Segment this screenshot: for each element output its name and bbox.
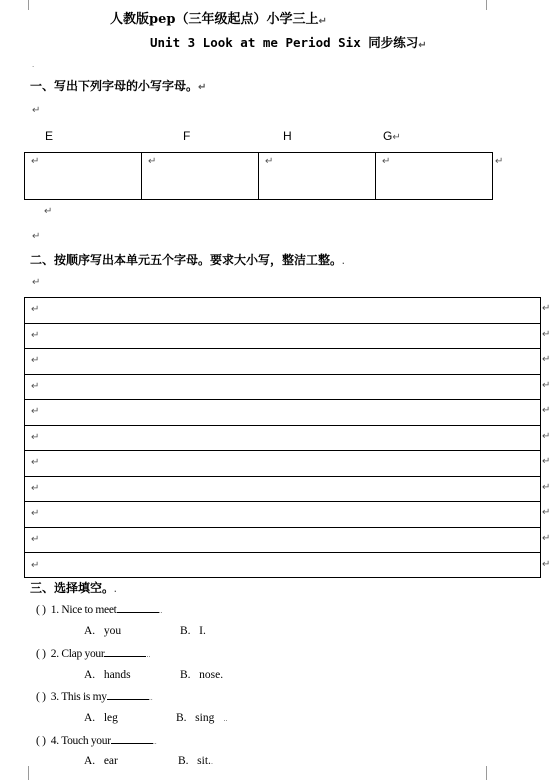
answer-cell-e[interactable]: ↵: [25, 153, 142, 200]
writing-line-row[interactable]: [25, 477, 540, 503]
paragraph-mark: ↵: [31, 355, 40, 367]
question-1-option-b[interactable]: B. I.: [180, 625, 206, 637]
question-2: ( ) 2. Clap your ..: [36, 648, 151, 660]
writing-lines-table: [24, 297, 541, 578]
question-4-option-b[interactable]: B. sit..: [178, 755, 214, 767]
paragraph-mark: ↵: [32, 105, 41, 116]
row-end-mark: ↵: [542, 507, 551, 519]
paragraph-mark: ↵: [31, 457, 40, 469]
paragraph-mark: .: [32, 61, 35, 69]
writing-line-row[interactable]: [25, 528, 540, 554]
page-title: 人教版pep（三年级起点）小学三上↵: [110, 12, 327, 27]
paragraph-mark: ↵: [31, 431, 40, 443]
page-subtitle: Unit 3 Look at me Period Six 同步练习↵: [150, 35, 427, 51]
section3-heading: 三、选择填空。.: [30, 581, 117, 595]
writing-line-row[interactable]: [25, 502, 540, 528]
row-end-mark: ↵: [542, 558, 551, 570]
paragraph-mark: ↵: [31, 304, 40, 315]
answer-cell-g[interactable]: ↵: [376, 153, 493, 200]
answer-blank-2[interactable]: [104, 646, 146, 657]
paragraph-mark: ↵: [32, 231, 41, 242]
section2-heading: 二、按顺序写出本单元五个字母。要求大小写，整洁工整。.: [30, 253, 345, 267]
question-2-option-a[interactable]: A. hands: [84, 669, 131, 681]
letter-g: G↵: [383, 129, 401, 143]
question-4-option-a[interactable]: A. ear: [84, 755, 118, 767]
row-end-mark: ↵: [495, 156, 504, 167]
writing-line-row[interactable]: [25, 554, 540, 580]
question-2-option-b[interactable]: B. nose.: [180, 669, 224, 681]
row-end-mark: ↵: [542, 405, 551, 417]
question-4: ( ) 4. Touch your ..: [36, 735, 157, 747]
answer-blank-4[interactable]: [111, 733, 153, 744]
crop-mark-top-left: [14, 0, 29, 10]
row-end-mark: ↵: [542, 456, 551, 468]
row-end-mark: ↵: [542, 532, 551, 544]
paragraph-mark: ↵: [31, 380, 40, 392]
row-end-mark: ↵: [542, 354, 551, 366]
row-end-mark: ↵: [542, 328, 551, 340]
row-end-mark: ↵: [542, 379, 551, 391]
letter-h: H: [283, 129, 292, 143]
letter-f: F: [183, 129, 191, 143]
writing-line-row[interactable]: [25, 451, 540, 477]
question-3-option-b[interactable]: B. sing ..: [176, 712, 228, 724]
writing-line-row[interactable]: [25, 426, 540, 452]
answer-cell-h[interactable]: ↵: [259, 153, 376, 200]
crop-mark-bottom-left: [0, 766, 29, 780]
paragraph-mark: ↵: [31, 482, 40, 494]
writing-line-row[interactable]: [25, 400, 540, 426]
question-1: ( ) 1. Nice to meet ..: [36, 604, 163, 616]
writing-line-row[interactable]: [25, 375, 540, 401]
crop-mark-top-right: [486, 0, 501, 10]
question-1-option-a[interactable]: A. you: [84, 625, 122, 637]
crop-mark-bottom-right: [486, 766, 501, 780]
paragraph-mark: ↵: [31, 508, 40, 520]
paragraph-mark: ↵: [31, 559, 40, 571]
question-3: ( ) 3. This is my ..: [36, 691, 153, 703]
answer-cell-f[interactable]: ↵: [142, 153, 259, 200]
answer-blank-3[interactable]: [107, 689, 149, 700]
question-3-option-a[interactable]: A. leg: [84, 712, 118, 724]
letter-e: E: [45, 129, 54, 143]
writing-line-row[interactable]: [25, 349, 540, 375]
writing-line-row[interactable]: [25, 324, 540, 350]
row-end-mark: ↵: [542, 481, 551, 493]
lowercase-answer-table: [24, 152, 493, 200]
section1-heading: 一、写出下列字母的小写字母。↵: [30, 79, 207, 93]
row-end-mark: ↵: [542, 303, 551, 314]
row-end-mark: ↵: [542, 430, 551, 442]
writing-line-row[interactable]: [25, 298, 540, 324]
paragraph-mark: ↵: [31, 406, 40, 418]
answer-blank-1[interactable]: [117, 602, 159, 613]
paragraph-mark: ↵: [44, 206, 53, 217]
paragraph-mark: ↵: [32, 277, 41, 288]
paragraph-mark: ↵: [31, 533, 40, 545]
paragraph-mark: ↵: [31, 329, 40, 341]
